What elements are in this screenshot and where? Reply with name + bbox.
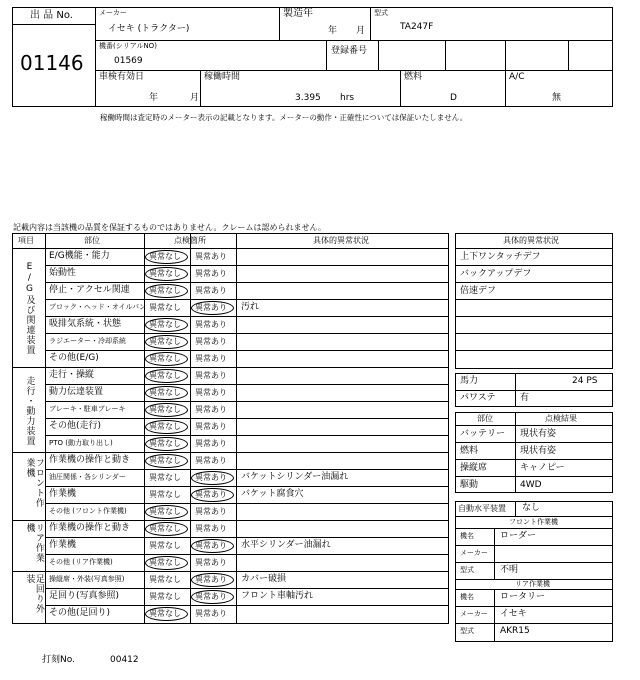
option-normal[interactable]: 異常なし <box>149 371 181 380</box>
option-abnormal[interactable]: 異常あり <box>195 286 227 295</box>
check-result: 現状有姿 <box>520 429 557 439</box>
row-part: 吸排気系統・状態 <box>49 319 122 329</box>
row-part: その他(足回り) <box>49 608 111 618</box>
rear-maker-label: メーカー <box>460 610 488 618</box>
check-part: 操縦席 <box>460 463 488 473</box>
check-result: 4WD <box>520 480 542 490</box>
status-circle <box>145 386 188 400</box>
model-value: TA247F <box>400 22 434 32</box>
option-abnormal[interactable]: 異常あり <box>195 541 227 550</box>
auto-level-value: なし <box>522 503 541 513</box>
check-part: バッテリー <box>460 429 506 439</box>
reg-label: 登録番号 <box>331 46 368 56</box>
row-part: 足回り(写真参照) <box>49 591 120 601</box>
option-normal[interactable]: 異常なし <box>149 592 181 601</box>
row-part: 作業機の操作と動き <box>49 455 131 465</box>
option-abnormal[interactable]: 異常あり <box>195 456 227 465</box>
year-label: 製造年 <box>283 8 313 19</box>
stamp-value: 00412 <box>110 655 139 665</box>
option-abnormal[interactable]: 異常あり <box>195 524 227 533</box>
group-label-chassis: 足回り外装 <box>24 574 44 614</box>
option-normal[interactable]: 異常なし <box>149 524 181 533</box>
maker-label: メーカー <box>99 9 127 17</box>
option-normal[interactable]: 異常なし <box>149 609 181 618</box>
status-circle <box>145 284 188 298</box>
detail-item: 上下ワンタッチデフ <box>460 252 541 262</box>
front-model-value: 不明 <box>500 565 519 575</box>
row-detail: フロント車軸汚れ <box>241 591 314 601</box>
detail-item: 倍速デフ <box>460 286 497 296</box>
lot-number: 01146 <box>20 51 84 75</box>
rear-model-label: 型式 <box>460 627 474 635</box>
status-circle <box>145 607 188 621</box>
hours-label: 稼働時間 <box>204 72 241 82</box>
option-normal[interactable]: 異常なし <box>149 269 181 278</box>
col-check-header: 点検箇所 <box>174 236 206 245</box>
lot-label: 出 品 No. <box>30 10 73 21</box>
option-abnormal[interactable]: 異常あり <box>195 592 227 601</box>
month-unit: 月 <box>356 26 366 36</box>
option-normal[interactable]: 異常なし <box>149 422 181 431</box>
row-detail: 汚れ <box>241 302 260 312</box>
auto-level-label: 自動水平装置 <box>458 504 506 513</box>
row-part: 作業機 <box>49 540 77 550</box>
option-normal[interactable]: 異常なし <box>149 252 181 261</box>
status-circle <box>191 539 234 553</box>
status-circle <box>145 420 188 434</box>
row-part: ブロック・ヘッド・オイルパン <box>49 303 147 311</box>
row-part: 走行・操縦 <box>49 370 95 380</box>
option-abnormal[interactable]: 異常あり <box>195 473 227 482</box>
row-detail: カバー破損 <box>241 574 287 584</box>
header-table <box>95 7 613 107</box>
option-abnormal[interactable]: 異常あり <box>195 609 227 618</box>
option-abnormal[interactable]: 異常あり <box>195 558 227 567</box>
row-part: その他 (リア作業機) <box>49 558 113 566</box>
hours-value: 3.395 <box>295 93 321 103</box>
col-part-header: 部位 <box>84 236 100 245</box>
group-label-front: フロント作業機 <box>24 458 44 508</box>
row-part: 油圧関係・各シリンダー <box>49 473 126 481</box>
powersteering-value: 有 <box>520 393 530 403</box>
status-circle <box>145 505 188 519</box>
option-normal[interactable]: 異常なし <box>149 405 181 414</box>
option-abnormal[interactable]: 異常あり <box>195 320 227 329</box>
inspection-label: 車検有効日 <box>99 72 145 82</box>
row-part: その他(E/G) <box>49 353 99 363</box>
row-part: 動力伝達装置 <box>49 387 104 397</box>
serial-label: 機番(シリアルNO) <box>99 42 157 50</box>
option-abnormal[interactable]: 異常あり <box>195 405 227 414</box>
model-label: 型式 <box>374 9 388 17</box>
ac-label: A/C <box>509 72 525 82</box>
front-implement-title: フロント作業機 <box>509 518 558 526</box>
rear-name-label: 機名 <box>460 593 474 601</box>
status-circle <box>145 403 188 417</box>
status-circle <box>191 590 234 604</box>
option-abnormal[interactable]: 異常あり <box>195 507 227 516</box>
option-normal[interactable]: 異常なし <box>149 507 181 516</box>
rear-name-value: ロータリー <box>500 592 546 602</box>
check-part: 燃料 <box>460 446 479 456</box>
option-normal[interactable]: 異常なし <box>149 320 181 329</box>
status-circle <box>145 335 188 349</box>
front-model-label: 型式 <box>460 566 474 574</box>
check-result: キャノピー <box>520 463 565 473</box>
option-abnormal[interactable]: 異常あり <box>195 388 227 397</box>
option-normal[interactable]: 異常なし <box>149 337 181 346</box>
status-circle <box>191 488 234 502</box>
row-part: E/G機能・能力 <box>49 251 110 261</box>
detail-item: バックアップデフ <box>460 269 532 279</box>
group-label-rear: リア作業機 <box>24 523 44 563</box>
fuel-value: D <box>450 93 457 103</box>
rear-model-value: AKR15 <box>500 626 530 636</box>
status-circle <box>145 522 188 536</box>
option-normal[interactable]: 異常なし <box>149 473 181 482</box>
maker-value: イセキ (トラクター) <box>108 24 190 34</box>
inspection-year: 年 <box>149 93 159 103</box>
option-abnormal[interactable]: 異常あり <box>195 354 227 363</box>
row-part: その他 (フロント作業機) <box>49 507 127 515</box>
option-normal[interactable]: 異常なし <box>149 558 181 567</box>
option-abnormal[interactable]: 異常あり <box>195 575 227 584</box>
rear-maker-value: イセキ <box>500 609 527 619</box>
check-result: 現状有姿 <box>520 446 557 456</box>
option-abnormal[interactable]: 異常あり <box>195 337 227 346</box>
status-circle <box>191 471 234 485</box>
status-circle <box>145 318 188 332</box>
group-label-engine: E/G及び関連装置 <box>24 262 35 355</box>
row-detail: バケットシリンダー油漏れ <box>241 472 349 482</box>
option-normal[interactable]: 異常なし <box>149 303 181 312</box>
hours-unit: hrs <box>340 93 355 103</box>
option-abnormal[interactable]: 異常あり <box>195 371 227 380</box>
status-circle <box>145 454 188 468</box>
check-part: 駆動 <box>460 480 479 490</box>
status-circle <box>145 352 188 366</box>
option-abnormal[interactable]: 異常あり <box>195 439 227 448</box>
rear-implement-title: リア作業機 <box>515 580 550 588</box>
option-normal[interactable]: 異常なし <box>149 439 181 448</box>
row-part: PTO (動力取り出し) <box>49 439 113 447</box>
option-normal[interactable]: 異常なし <box>149 286 181 295</box>
power-value: 24 PS <box>572 376 598 386</box>
option-normal[interactable]: 異常なし <box>149 490 181 499</box>
row-part: ブレーキ・駐車ブレーキ <box>49 405 126 413</box>
option-normal[interactable]: 異常なし <box>149 354 181 363</box>
row-part: ラジエーター・冷却系統 <box>49 337 126 345</box>
option-abnormal[interactable]: 異常あり <box>195 252 227 261</box>
option-abnormal[interactable]: 異常あり <box>195 303 227 312</box>
group-label-drive: 走行・動力装置 <box>24 376 35 446</box>
row-part: 作業機の操作と動き <box>49 523 131 533</box>
front-name-label: 機名 <box>460 532 474 540</box>
front-name-value: ローダー <box>500 531 537 541</box>
year-unit: 年 <box>328 26 338 36</box>
option-normal[interactable]: 異常なし <box>149 575 181 584</box>
disclaimer: 記載内容は当該機の品質を保証するものではありません。クレームは認められません。 <box>13 223 326 232</box>
col-detail-header: 具体的異常状況 <box>313 236 369 245</box>
status-circle <box>191 301 234 315</box>
row-detail: バケット腐食穴 <box>241 489 304 499</box>
row-part: 作業機 <box>49 489 77 499</box>
option-normal[interactable]: 異常なし <box>149 456 181 465</box>
status-circle <box>191 573 234 587</box>
status-circle <box>145 369 188 383</box>
hours-note: 稼働時間は査定時のメーター表示の記載となります。メーターの動作・正確性については保証いたしません。 <box>100 113 468 122</box>
detail-header: 具体的異常状況 <box>503 236 559 245</box>
row-part: 停止・アクセル関連 <box>49 285 130 295</box>
inspection-month: 月 <box>190 93 200 103</box>
stamp-label: 打刻No. <box>42 655 75 665</box>
fuel-label: 燃料 <box>404 72 423 82</box>
front-maker-label: メーカー <box>460 549 488 557</box>
status-circle <box>145 556 188 570</box>
status-circle <box>145 267 188 281</box>
status-circle <box>145 437 188 451</box>
powersteering-label: パワステ <box>460 393 496 403</box>
power-label: 馬力 <box>460 376 479 386</box>
status-circle <box>145 250 188 264</box>
option-abnormal[interactable]: 異常あり <box>195 422 227 431</box>
row-detail: 水平シリンダー油漏れ <box>241 540 331 550</box>
serial-value: 01569 <box>114 56 143 66</box>
ac-value: 無 <box>552 93 562 103</box>
option-abnormal[interactable]: 異常あり <box>195 269 227 278</box>
row-part: その他(走行) <box>49 421 102 431</box>
option-normal[interactable]: 異常なし <box>149 541 181 550</box>
check-result-header: 点検結果 <box>545 414 577 423</box>
row-part: 操縦席・外装(写真参照) <box>49 575 125 583</box>
check-part-header: 部位 <box>477 414 493 423</box>
option-abnormal[interactable]: 異常あり <box>195 490 227 499</box>
option-normal[interactable]: 異常なし <box>149 388 181 397</box>
row-part: 始動性 <box>49 268 77 278</box>
col-item-header: 項目 <box>18 236 34 245</box>
